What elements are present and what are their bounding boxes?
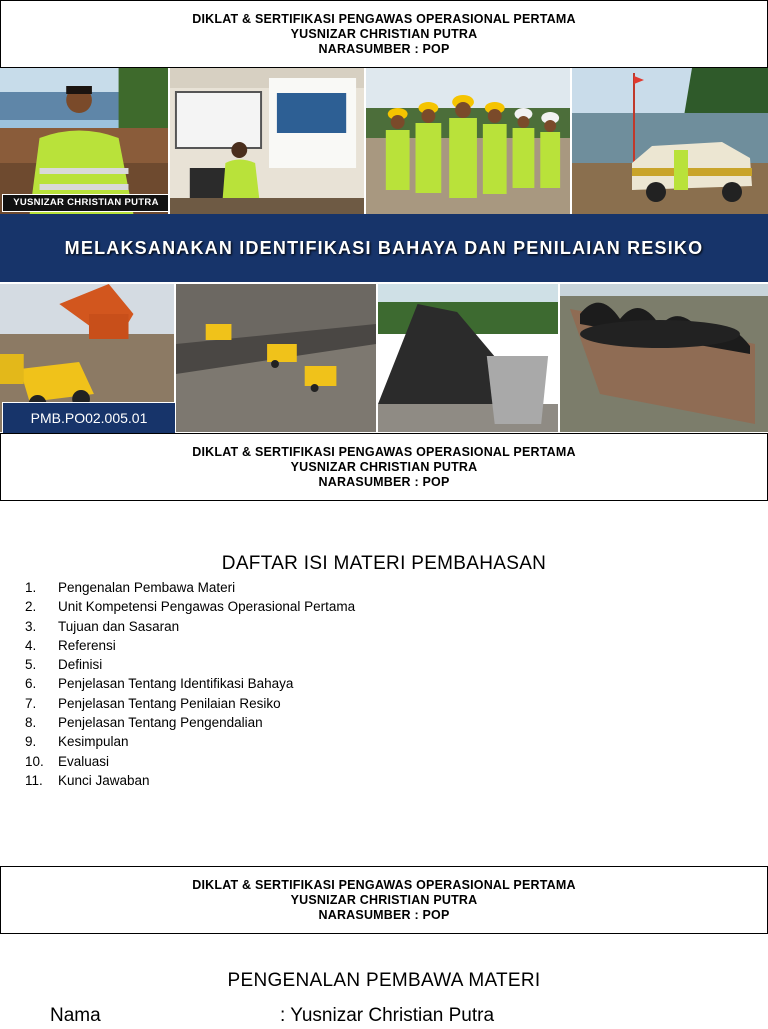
- toc-item-text: Penjelasan Tentang Penilaian Resiko: [58, 695, 281, 711]
- toc-title: DAFTAR ISI MATERI PEMBAHASAN: [221, 553, 547, 574]
- photo-presenter-lake: [0, 68, 170, 214]
- name-value: : Yusnizar Christian Putra: [280, 1005, 495, 1026]
- slide-header: [0, 0, 768, 68]
- toc-item-text: Unit Kompetensi Pengawas Operasional Pertama: [58, 599, 356, 615]
- toc-item-text: Evaluasi: [58, 753, 110, 769]
- slide-header: [0, 433, 768, 501]
- toc-item-number: 4.: [25, 637, 37, 653]
- intro-title: PENGENALAN PEMBAWA MATERI: [227, 970, 541, 991]
- toc-item-number: 1.: [25, 580, 37, 595]
- toc-item-text: Tujuan dan Sasaran: [58, 618, 180, 634]
- cover-title: MELAKSANAKAN IDENTIFIKASI BAHAYA DAN PENILAIAN RESIKO: [64, 237, 704, 258]
- photo-coal-barge: [560, 284, 768, 432]
- toc-item-number: 8.: [25, 715, 37, 731]
- toc-item-number: 10.: [25, 753, 44, 769]
- toc-item-text: Penjelasan Tentang Identifikasi Bahaya: [58, 676, 294, 692]
- field-row-name: [0, 1005, 768, 1029]
- header-line-3: NARASUMBER : POP: [318, 907, 450, 922]
- toc-item-text: Kesimpulan: [58, 734, 129, 750]
- toc-item-number: 6.: [25, 676, 37, 692]
- toc-item-number: 2.: [25, 599, 37, 615]
- toc-item-number: 7.: [25, 695, 37, 711]
- header-line-2: YUSNIZAR CHRISTIAN PUTRA: [290, 459, 478, 474]
- photo-pickup-truck: [572, 68, 768, 214]
- photo-haul-trucks-pit: [176, 284, 378, 432]
- header-line-3: NARASUMBER : POP: [318, 41, 450, 56]
- header-line-2: YUSNIZAR CHRISTIAN PUTRA: [290, 892, 478, 907]
- toc-item-text: Kunci Jawaban: [58, 772, 150, 788]
- toc-item-number: 11.: [25, 772, 43, 788]
- photo-group-workers: [366, 68, 572, 214]
- header-line-1: DIKLAT & SERTIFIKASI PENGAWAS OPERASIONAL PERTAMA: [192, 877, 576, 892]
- toc-item-text: Definisi: [58, 657, 103, 673]
- cover-title-band: [0, 214, 768, 282]
- toc-item-number: 3.: [25, 618, 37, 634]
- header-line-2: YUSNIZAR CHRISTIAN PUTRA: [290, 26, 478, 41]
- name-label: Nama: [50, 1005, 101, 1026]
- module-code-badge: PMB.PO02.005.01: [2, 402, 176, 434]
- photo-coal-stockpile: [378, 284, 560, 432]
- header-line-3: NARASUMBER : POP: [318, 474, 450, 489]
- header-line-1: DIKLAT & SERTIFIKASI PENGAWAS OPERASIONAL PERTAMA: [192, 444, 576, 459]
- toc-item-number: 9.: [25, 734, 37, 750]
- slide-header: [0, 866, 768, 934]
- photo-row-people: [0, 68, 768, 214]
- presenter-name-tag: YUSNIZAR CHRISTIAN PUTRA: [2, 194, 170, 212]
- header-line-1: DIKLAT & SERTIFIKASI PENGAWAS OPERASIONAL PERTAMA: [192, 11, 576, 26]
- photo-presentation-room: [170, 68, 366, 214]
- toc-item-text: Penjelasan Tentang Pengendalian: [58, 715, 263, 731]
- toc-item-text: Referensi: [58, 637, 116, 653]
- toc-item-text: Pengenalan Pembawa Materi: [58, 580, 236, 595]
- toc-item-number: 5.: [25, 657, 37, 673]
